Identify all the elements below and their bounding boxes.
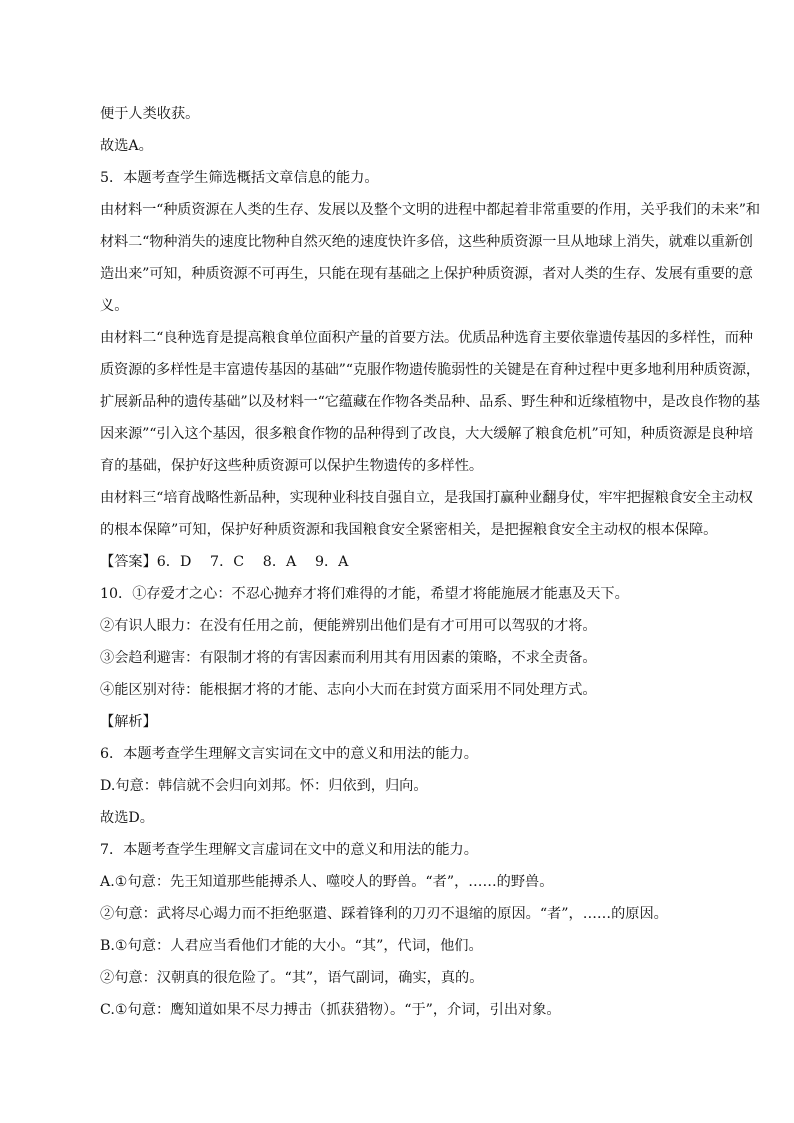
text-line-26: ②句意：武将尽心竭力而不拒绝驱遣、踩着锋利的刀刃不退缩的原因。“者”，……的原因。 (100, 906, 668, 922)
text-line-25: A.①句意：先王知道那些能搏杀人、噬咬人的野兽。“者”，……的野兽。 (100, 874, 554, 890)
text-line-8: 由材料二“良种选育是提高粮食单位面积产量的首要方法。优质品种选育主要依靠遗传基因的多样性，而种 (100, 330, 753, 346)
text-line-18: ③会趋利避害：有限制才将的有害因素而利用其有用因素的策略，不求全责备。 (100, 650, 597, 666)
text-line-2: 故选A。 (100, 138, 153, 154)
text-line-24: 7．本题考查学生理解文言虚词在文中的意义和用法的能力。 (100, 842, 478, 858)
text-line-6: 造出来”可知，种质资源不可再生，只能在现有基础之上保护种质资源，者对人类的生存、发展有重要的意 (100, 266, 753, 282)
text-line-13: 由材料三“培育战略性新品种，实现种业科技自强自立，是我国打赢种业翻身仗，牢牢把握粮食安全主动权 (100, 490, 753, 506)
text-line-9: 质资源的多样性是丰富遗传基因的基础”“克服作物遗传脆弱性的关键是在育种过程中更多地利用种质资源， (100, 362, 760, 378)
text-line-19: ④能区别对待：能根据才将的才能、志向小大而在封赏方面采用不同处理方式。 (100, 682, 597, 698)
text-line-4: 由材料一“种质资源在人类的生存、发展以及整个文明的进程中都起着非常重要的作用，关乎我们的未来”和 (100, 202, 760, 218)
answer-line: 【答案】6．D 7．C 8．A 9．A (100, 554, 349, 570)
text-line-1: 便于人类收获。 (100, 106, 200, 122)
text-line-3: 5．本题考查学生筛选概括文章信息的能力。 (100, 170, 379, 186)
text-line-17: ②有识人眼力：在没有任用之前，便能辨别出他们是有才可用可以驾驭的才将。 (100, 618, 597, 634)
text-line-29: C.①句意：鹰知道如果不尽力搏击（抓获猎物）。“于”，介词，引出对象。 (100, 1002, 561, 1018)
text-line-11: 因来源”“引入这个基因，很多粮食作物的品种得到了改良，大大缓解了粮食危机”可知，种质资源是良种培 (100, 426, 754, 442)
text-line-14: 的根本保障”可知，保护好种质资源和我国粮食安全紧密相关，是把握粮食安全主动权的根本保障。 (100, 522, 718, 538)
text-line-16: 10．①存爱才之心：不忍心抛弃才将们难得的才能，希望才将能施展才能惠及天下。 (100, 586, 629, 602)
analysis-heading: 【解析】 (100, 714, 157, 730)
text-line-7: 义。 (100, 298, 129, 314)
text-line-21: 6．本题考查学生理解文言实词在文中的意义和用法的能力。 (100, 746, 478, 762)
text-line-28: ②句意：汉朝真的很危险了。“其”，语气副词，确实，真的。 (100, 970, 484, 986)
text-line-23: 故选D。 (100, 810, 154, 826)
text-line-12: 育的基础，保护好这些种质资源可以保护生物遗传的多样性。 (100, 458, 484, 474)
text-line-27: B.①句意：人君应当看他们才能的大小。“其”，代词，他们。 (100, 938, 483, 954)
text-line-22: D.句意：韩信就不会归向刘邦。怀：归依到，归向。 (100, 778, 428, 794)
text-line-5: 材料二“物种消失的速度比物种自然灭绝的速度快许多倍，这些种质资源一旦从地球上消失，就难以重新创 (100, 234, 753, 250)
text-line-10: 扩展新品种的遗传基础”以及材料一“它蕴藏在作物各类品种、品系、野生种和近缘植物中，是改良作物的基 (100, 394, 760, 410)
